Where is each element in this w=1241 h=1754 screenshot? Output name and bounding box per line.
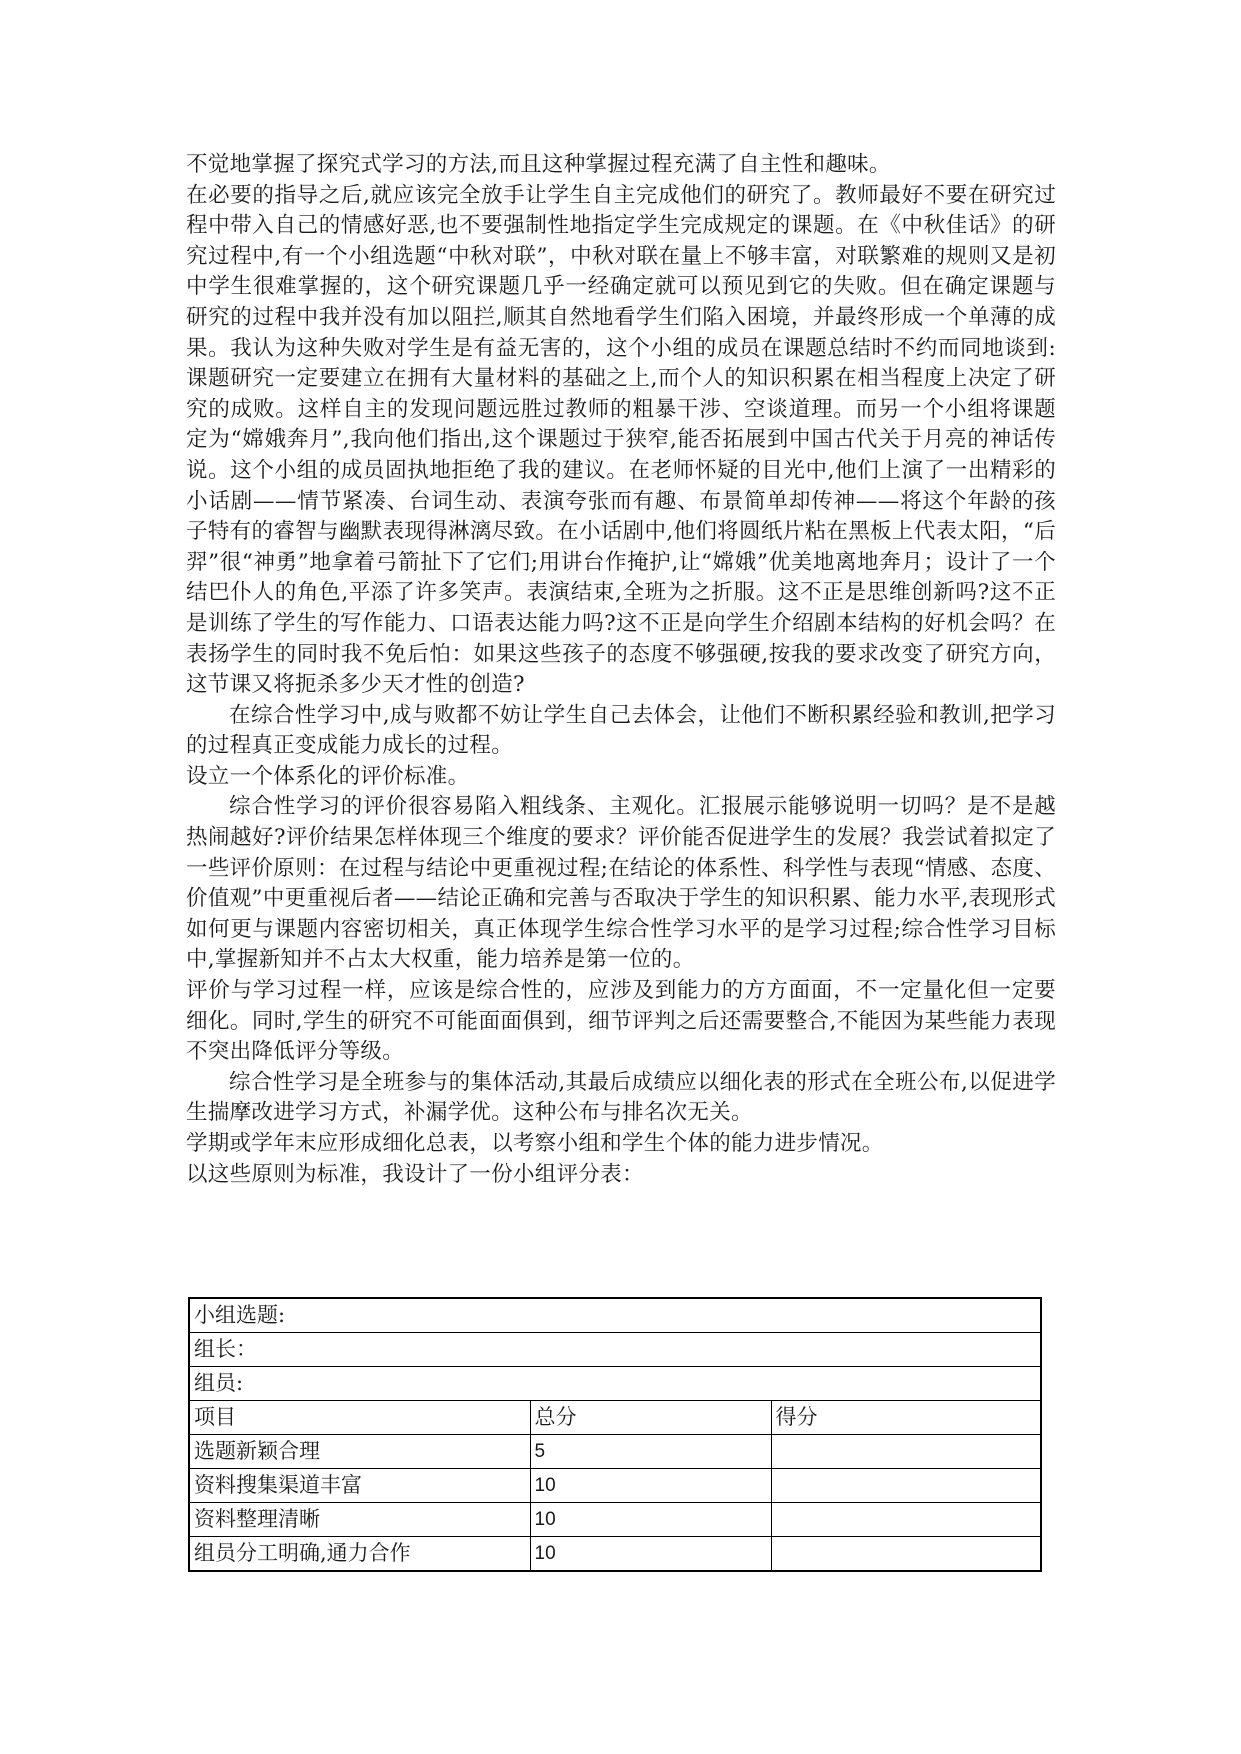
table-row	[189, 1503, 1041, 1537]
row-total: 10	[530, 1537, 771, 1572]
row-total: 10	[530, 1503, 771, 1537]
paragraph: 在综合性学习中,成与败都不妨让学生自己去体会，让他们不断积累经验和教训,把学习的过程真正变成能力成长的过程。	[186, 702, 1056, 759]
leader-label: 组长：	[189, 1333, 1041, 1367]
group-score-table	[188, 1297, 1042, 1572]
paragraph: 综合性学习是全班参与的集体活动,其最后成绩应以细化表的形式在全班公布,以促进学生揣摩改进学习方式，补漏学优。这种公布与排名次无关。	[186, 1069, 1056, 1126]
row-item: 组员分工明确,通力合作	[189, 1537, 530, 1572]
table-row-members	[189, 1367, 1041, 1401]
table-row	[189, 1537, 1041, 1572]
paragraph: 学期或学年末应形成细化总表，以考察小组和学生个体的能力进步情况。	[186, 1131, 884, 1156]
row-score	[771, 1503, 1041, 1537]
row-score	[771, 1469, 1041, 1503]
header-item: 项目	[189, 1401, 530, 1435]
header-score: 得分	[771, 1401, 1041, 1435]
row-score	[771, 1435, 1041, 1469]
row-item: 资料整理清晰	[189, 1503, 530, 1537]
paragraph: 不觉地掌握了探究式学习的方法,而且这种掌握过程充满了自主性和趣味。	[186, 152, 891, 177]
body-text	[186, 150, 1056, 1190]
row-total: 10	[530, 1469, 771, 1503]
section-heading: 设立一个体系化的评价标准。	[186, 763, 470, 789]
paragraph: 以这些原则为标准，我设计了一份小组评分表：	[186, 1161, 644, 1187]
table-header-row	[189, 1401, 1041, 1435]
table-row	[189, 1435, 1041, 1469]
paragraph: 评价与学习过程一样，应该是综合性的，应涉及到能力的方方面面，不一定量化但一定要细化。同时,学生的研究不可能面面俱到，细节评判之后还需要整合,不能因为某些能力表现不突出降低评分等级。	[186, 978, 1056, 1065]
members-label: 组员:	[189, 1367, 1041, 1401]
row-total: 5	[530, 1435, 771, 1469]
row-item: 选题新颖合理	[189, 1435, 530, 1469]
table-row-topic	[189, 1298, 1041, 1333]
table-row	[189, 1469, 1041, 1503]
header-total: 总分	[530, 1401, 771, 1435]
paragraph: 综合性学习的评价很容易陷入粗线条、主观化。汇报展示能够说明一切吗？是不是越热闹越好?评价结果怎样体现三个维度的要求？评价能否促进学生的发展？我尝试着拟定了一些评价原则：在过程与结论中更重视过程;在结论的体系性、科学性与表现“情感、态度、价值观”中更重视后者——结论正确和完善与否取决于学生的知识积累、能力水平,表现形式如何更与课题内容密切相关，真正体现学生综合性学习水平的是学习过程;综合性学习目标中,掌握新知并不占太大权重，能力培养是第一位的。	[186, 794, 1056, 973]
row-score	[771, 1537, 1041, 1572]
topic-label: 小组选题:	[189, 1298, 1041, 1333]
row-item: 资料搜集渠道丰富	[189, 1469, 530, 1503]
table-row-leader	[189, 1333, 1041, 1367]
paragraph: 在必要的指导之后,就应该完全放手让学生自主完成他们的研究了。教师最好不要在研究过程中带入自己的情感好恶,也不要强制性地指定学生完成规定的课题。在《中秋佳话》的研究过程中,有一个小组选题“中秋对联”，中秋对联在量上不够丰富，对联繁难的规则又是初中学生很难掌握的，这个研究课题几乎一经确定就可以预见到它的失败。但在确定课题与研究的过程中我并没有加以阻拦,顺其自然地看学生们陷入困境，并最终形成一个单薄的成果。我认为这种失败对学生是有益无害的，这个小组的成员在课题总结时不约而同地谈到:课题研究一定要建立在拥有大量材料的基础之上,而个人的知识积累在相当程度上决定了研究的成败。这样自主的发现问题远胜过教师的粗暴干涉、空谈道理。而另一个小组将课题定为“嫦娥奔月”,我向他们指出,这个课题过于狭窄,能否拓展到中国古代关于月亮的神话传说。这个小组的成员固执地拒绝了我的建议。在老师怀疑的目光中,他们上演了一出精彩的小话剧——情节紧凑、台词生动、表演夸张而有趣、布景简单却传神——将这个年龄的孩子特有的睿智与幽默表现得淋漓尽致。在小话剧中,他们将圆纸片粘在黑板上代表太阳，“后羿”很“神勇”地拿着弓箭扯下了它们;用讲台作掩护,让“嫦娥”优美地离地奔月；设计了一个结巴仆人的角色,平添了许多笑声。表演结束,全班为之折服。这不正是思维创新吗?这不正是训练了学生的写作能力、口语表达能力吗?这不正是向学生介绍剧本结构的好机会吗？在表扬学生的同时我不免后怕：如果这些孩子的态度不够强硬,按我的要求改变了研究方向，这节课又将扼杀多少天才性的创造?	[186, 182, 1056, 698]
